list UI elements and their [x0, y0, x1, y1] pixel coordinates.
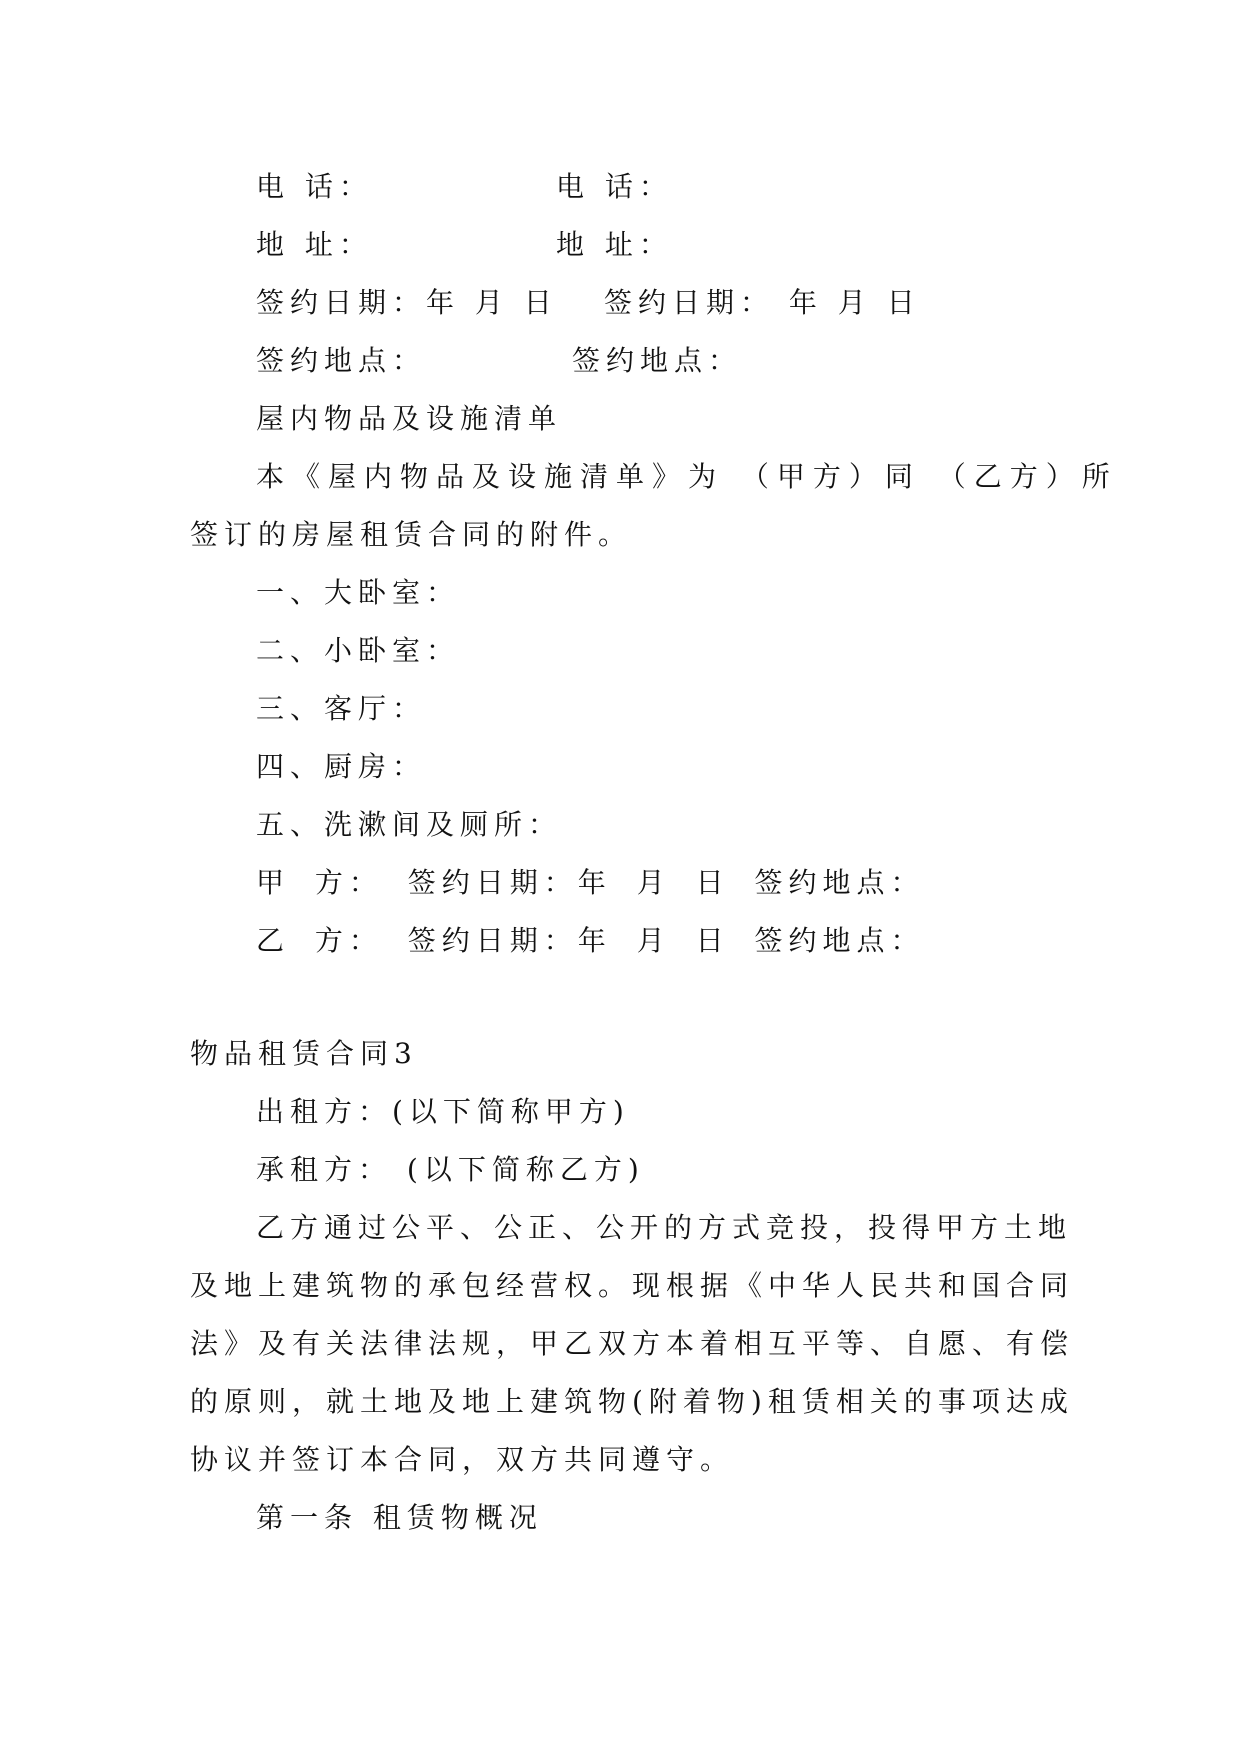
inventory-item-kitchen: 四、厨房：: [256, 750, 427, 783]
inventory-item-living-room: 三、客厅：: [256, 692, 427, 725]
sign-place-a: 签约地点：: [256, 344, 427, 377]
party-a-sign-line: 甲 方： 签约日期：年 月 日 签约地点：: [256, 866, 925, 899]
contract3-para-line5: 协议并签订本合同，双方共同遵守。: [190, 1443, 735, 1476]
contract3-para-line3: 法》及有关法律法规，甲乙双方本着相互平等、自愿、有偿: [190, 1327, 1075, 1360]
sign-date-a: 签约日期：年 月 日: [256, 286, 558, 319]
sign-place-row: [256, 344, 743, 378]
lessee-line: 承租方： (以下简称乙方): [256, 1153, 645, 1186]
phone-label-a: 电 话：: [256, 170, 373, 203]
address-row: [256, 228, 673, 262]
inventory-item-small-bedroom: 二、小卧室：: [256, 634, 461, 667]
inventory-item-bathroom: 五、洗漱间及厕所：: [256, 808, 563, 841]
inventory-intro-line1: 本《屋内物品及设施清单》为 （甲方）同 （乙方）所: [256, 460, 1118, 493]
lessor-line: 出租方：(以下简称甲方): [256, 1095, 630, 1128]
inventory-intro-line2: 签订的房屋租赁合同的附件。: [190, 518, 633, 551]
sign-date-row: [256, 286, 921, 320]
inventory-title: 屋内物品及设施清单: [256, 402, 563, 435]
phone-label-b: 电 话：: [556, 170, 673, 203]
sign-date-b: 签约日期： 年 月 日: [604, 286, 921, 319]
contract3-title: 物品租赁合同3: [190, 1037, 418, 1070]
address-label-a: 地 址：: [256, 228, 373, 261]
phone-row: [256, 170, 673, 204]
address-label-b: 地 址：: [556, 228, 673, 261]
inventory-item-master-bedroom: 一、大卧室：: [256, 576, 461, 609]
party-b-sign-line: 乙 方： 签约日期：年 月 日 签约地点：: [256, 924, 925, 957]
contract3-para-line1: 乙方通过公平、公正、公开的方式竞投，投得甲方土地: [256, 1211, 1073, 1244]
contract3-para-line4: 的原则，就土地及地上建筑物(附着物)租赁相关的事项达成: [190, 1385, 1074, 1418]
contract3-para-line2: 及地上建筑物的承包经营权。现根据《中华人民共和国合同: [190, 1269, 1075, 1302]
sign-place-b: 签约地点：: [572, 344, 743, 377]
article1-heading: 第一条 租赁物概况: [256, 1501, 543, 1534]
